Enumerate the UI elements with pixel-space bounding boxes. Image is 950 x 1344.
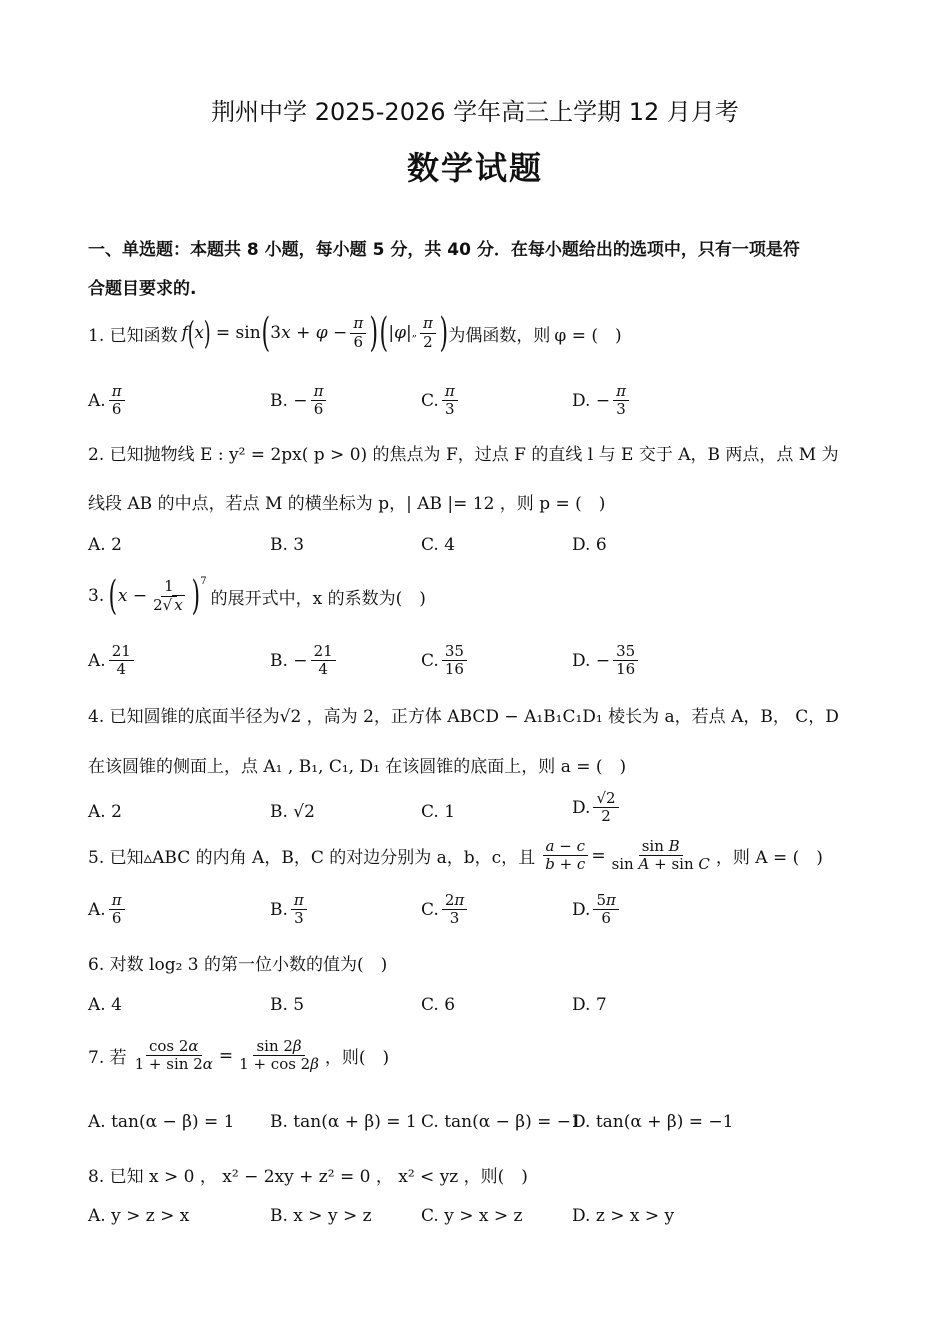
q2-option-c[interactable]: C. 4	[421, 535, 456, 555]
q3-prefix: 3.	[88, 586, 105, 606]
q5-option-d[interactable]: D. $\frac{5\pi}{6}$	[572, 892, 622, 928]
q7-formula: $\frac{\cos 2\alpha}{1 + \sin 2\alpha}$ = $\frac{\sin 2\beta}{1 + \cos 2\beta}$	[134, 1037, 319, 1074]
exam-title: 荆州中学 2025-2026 学年高三上学期 12 月月考	[211, 98, 739, 126]
q5-prefix: 5. 已知▵ABC 的内角 A，B，C 的对边分别为 a，b，c，且	[88, 848, 536, 869]
q7-option-a[interactable]: A. tan(α − β) = 1	[88, 1112, 235, 1132]
question-7	[88, 1038, 389, 1074]
q3-option-d[interactable]: D. − $\frac{35}{16}$	[572, 643, 641, 679]
q1-suffix: 为偶函数，则	[448, 325, 551, 346]
q2-option-d[interactable]: D. 6	[572, 535, 607, 555]
q3-option-a[interactable]: A. $\frac{21}{4}$	[88, 643, 137, 679]
q7-option-d[interactable]: D. tan(α + β) = −1	[572, 1112, 734, 1132]
q5-suffix: ，则 A = ( )	[715, 848, 823, 869]
question-5	[88, 838, 823, 874]
q8-option-d[interactable]: D. z > x > y	[572, 1206, 675, 1226]
q2-line2: 线段 AB 的中点，若点 M 的横坐标为 p，| AB |= 12 ，则 p = ( )	[88, 494, 606, 514]
q4-line2: 在该圆锥的侧面上，点 A₁ , B₁, C₁, D₁ 在该圆锥的底面上，则 a = ( )	[88, 757, 627, 777]
q2-option-a[interactable]: A. 2	[88, 535, 122, 555]
q8-option-b[interactable]: B. x > y > z	[270, 1206, 372, 1226]
q6-text: 6. 对数 log₂ 3 的第一位小数的值为( )	[88, 955, 388, 975]
q3-formula: ( x − $\frac{1}{2√ x}$ ) $^7$	[108, 573, 207, 619]
q5-formula: $\frac{a - c}{b + c}$ = $\frac{\text{sin B}}{\text{sin A + sin C}}$	[539, 838, 716, 874]
q2-line1: 2. 已知抛物线 E : y² = 2px( p > 0) 的焦点为 F，过点 F 的直线 l 与 E 交于 A，B 两点，点 M 为	[88, 445, 839, 465]
question-3	[88, 573, 426, 619]
q4-option-a[interactable]: A. 2	[88, 802, 122, 822]
q4-option-b[interactable]: B. √2	[270, 802, 315, 822]
q3-option-c[interactable]: C. $\frac{35}{16}$	[421, 643, 470, 679]
q1-option-b[interactable]: B. − $\frac{\pi}{6}$	[270, 383, 329, 419]
q5-option-b[interactable]: B. $\frac{\pi}{3}$	[270, 892, 310, 928]
q8-option-c[interactable]: C. y > x > z	[421, 1206, 523, 1226]
q1-prefix: 1. 已知函数	[88, 325, 178, 346]
q1-answer: φ = ( )	[554, 325, 622, 346]
q7-option-c[interactable]: C. tan(α − β) = −1	[421, 1112, 582, 1132]
q8-option-a[interactable]: A. y > z > x	[88, 1206, 190, 1226]
q2-option-b[interactable]: B. 3	[270, 535, 305, 555]
q6-option-c[interactable]: C. 6	[421, 995, 456, 1015]
q5-option-a[interactable]: A. $\frac{\pi}{6}$	[88, 892, 128, 928]
subject-title: 数学试题	[406, 149, 543, 187]
question-1	[88, 310, 622, 356]
q1-option-a[interactable]: A. $\frac{\pi}{6}$	[88, 383, 128, 419]
q7-prefix: 7. 若	[88, 1048, 127, 1069]
q4-option-d[interactable]: D. $\frac{√2}{2}$	[572, 790, 622, 826]
q8-text: 8. 已知 x > 0 ， x² − 2xy + z² = 0 ， x² < yz ，则( )	[88, 1167, 528, 1187]
q6-option-d[interactable]: D. 7	[572, 995, 607, 1015]
q1-option-c[interactable]: C. $\frac{\pi}{3}$	[421, 383, 461, 419]
q7-suffix: ，则( )	[324, 1048, 390, 1069]
q6-option-a[interactable]: A. 4	[88, 995, 122, 1015]
q1-option-d[interactable]: D. − $\frac{\pi}{3}$	[572, 383, 632, 419]
q6-option-b[interactable]: B. 5	[270, 995, 305, 1015]
q3-option-b[interactable]: B. − $\frac{21}{4}$	[270, 643, 339, 679]
section-heading-line1: 一、单选题：本题共 8 小题，每小题 5 分，共 40 分．在每小题给出的选项中，只有一项是符	[88, 240, 800, 260]
q4-line1: 4. 已知圆锥的底面半径为√2 ，高为 2，正方体 ABCD − A₁B₁C₁D₁ 棱长为 a，若点 A，B， C，D	[88, 707, 839, 727]
q7-option-b[interactable]: B. tan(α + β) = 1	[270, 1112, 417, 1132]
q1-formula: f ( x ) = sin ( 3 x + φ − $\frac{\pi}{6}$ ) ( | φ | „ $\frac{\pi}{2}$ )	[181, 310, 448, 356]
q3-suffix: 的展开式中，x 的系数为( )	[210, 588, 426, 609]
q5-option-c[interactable]: C. $\frac{2\pi}{3}$	[421, 892, 470, 928]
section-heading-line2: 合题目要求的.	[88, 279, 197, 299]
q4-option-c[interactable]: C. 1	[421, 802, 456, 822]
